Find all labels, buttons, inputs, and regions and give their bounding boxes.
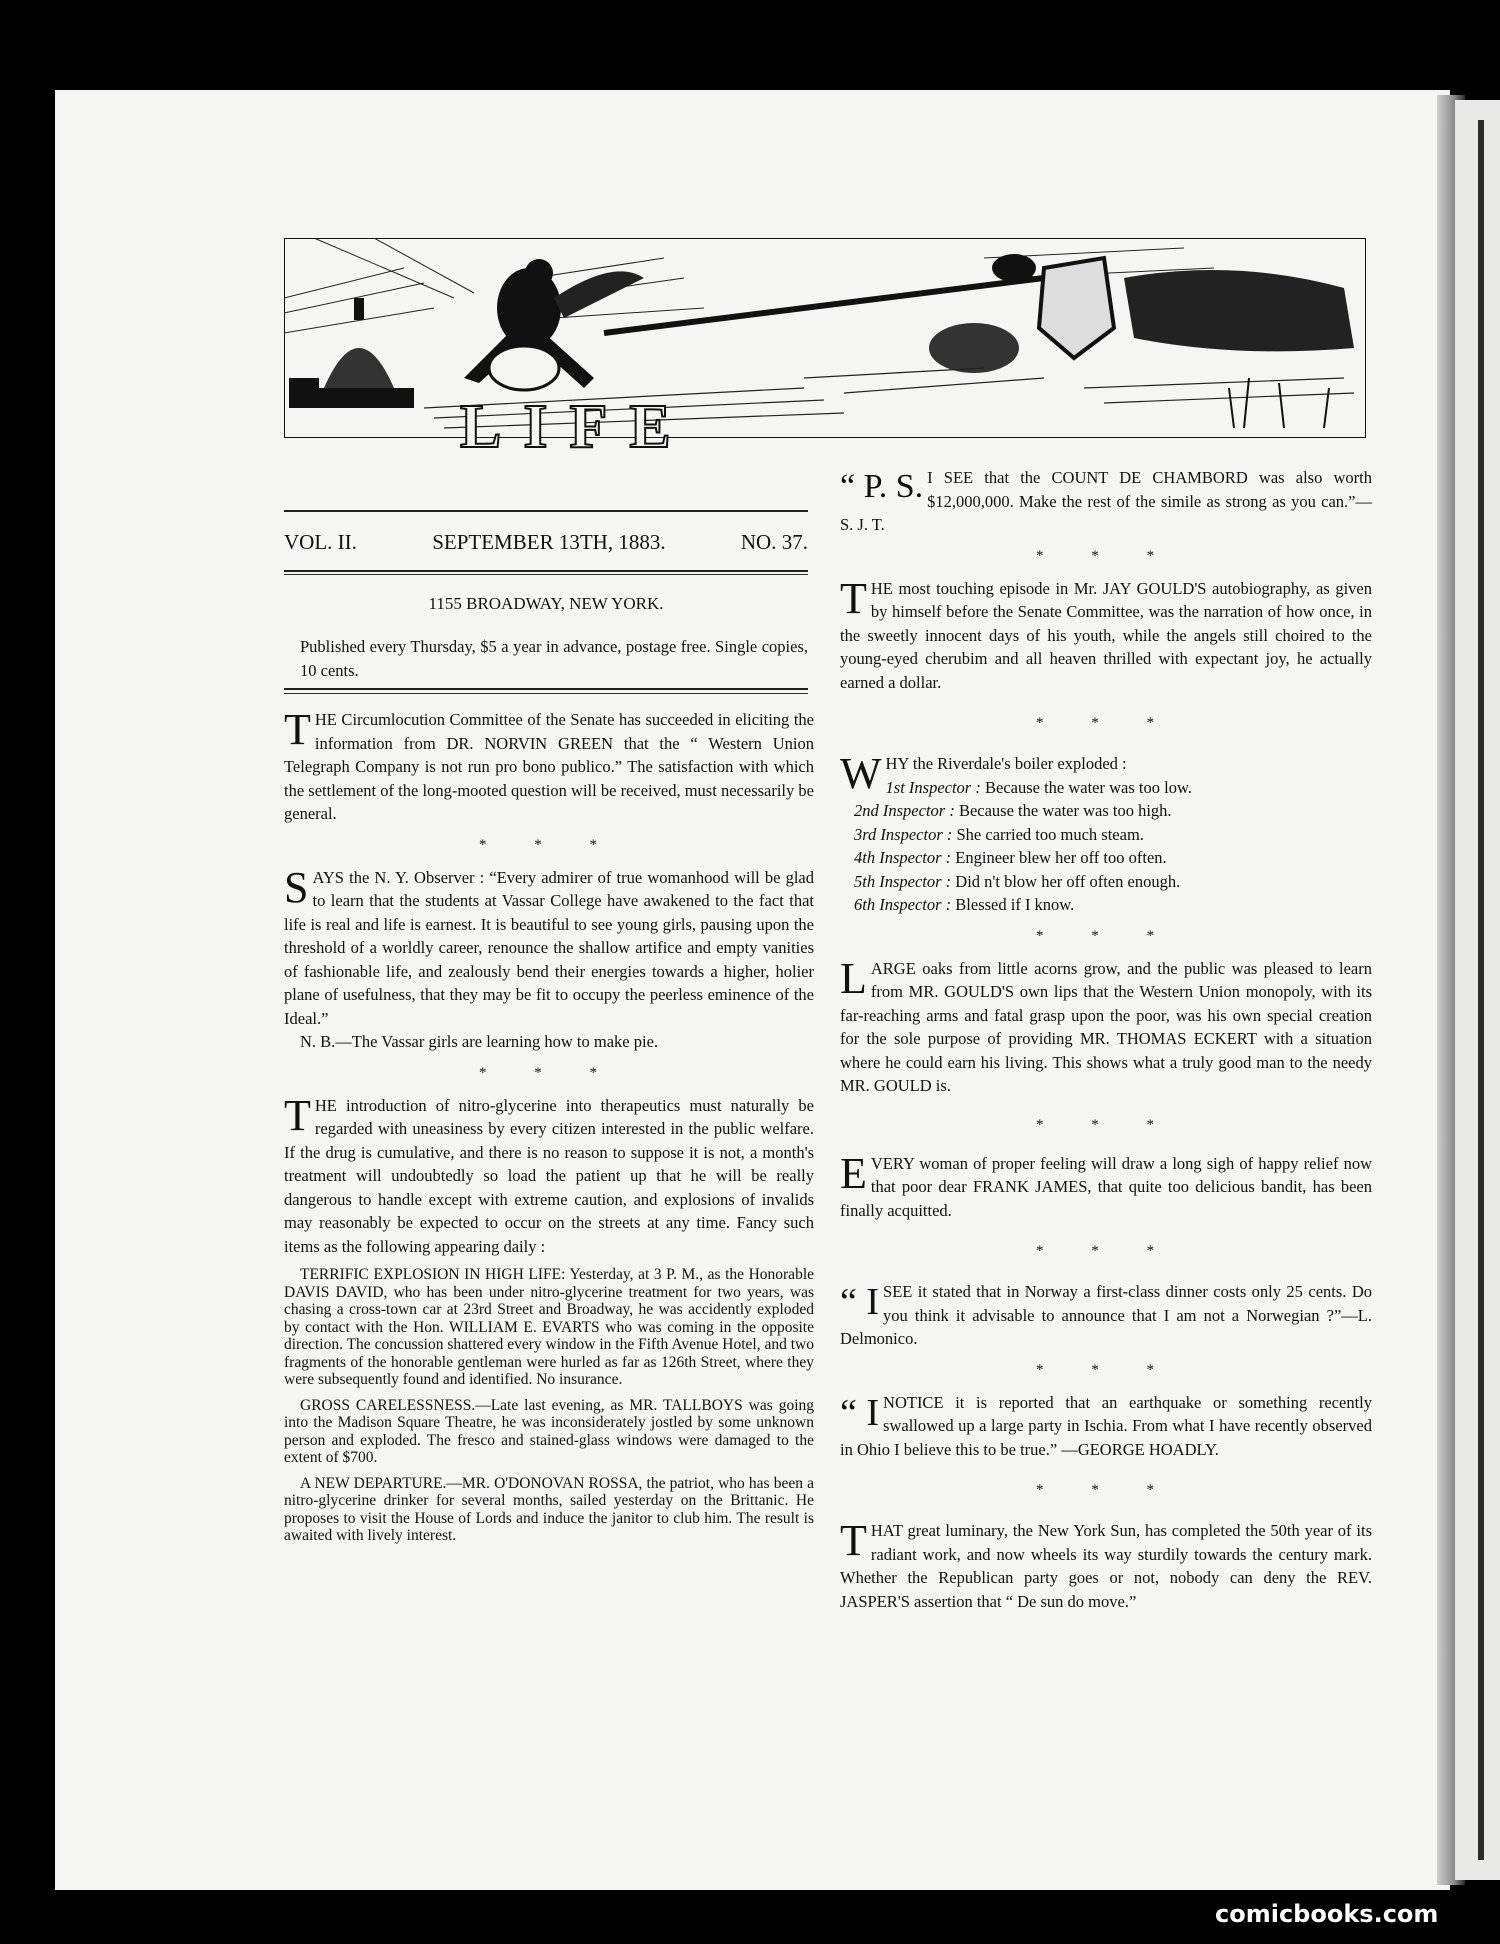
article-ps xyxy=(840,466,1372,537)
divider-rule xyxy=(284,688,808,690)
article-text: I SEE that the COUNT DE CHAMBORD was also worth $12,000,000. Make the rest of the simile as strong as you can.”—S. J. T. xyxy=(840,468,1372,534)
section-stars: * * * xyxy=(1036,927,1176,944)
section-stars: * * * xyxy=(1036,715,1176,731)
article-text: HE most touching episode in Mr. JAY GOULD'S autobiography, as given by himself before the Senate Committee, was the narration of how once, in the sweetly innocent days of his youth, while the angels still choired to the young-eyed cherubim and all heaven thrilled with expectant joy, he actually earned a dollar. xyxy=(840,578,1372,692)
volume-number: VOL. II. xyxy=(284,530,357,554)
inspector-list xyxy=(840,776,1372,917)
section-stars: * * * xyxy=(1036,1482,1176,1498)
drop-cap: T xyxy=(840,573,867,623)
drop-cap: L xyxy=(840,953,867,1003)
inspector-line: 6th Inspector : Blessed if I know. xyxy=(854,895,1075,914)
article-riverdale xyxy=(840,749,1372,917)
header-bottom-rule-2 xyxy=(284,574,808,575)
left-column xyxy=(284,705,814,1545)
drop-cap: S xyxy=(284,862,309,912)
inspector-line: 1st Inspector : Because the water was too low. xyxy=(885,777,1192,797)
section-stars: * * * xyxy=(1036,547,1176,564)
article-frank-james xyxy=(840,1148,1372,1223)
drop-cap: T xyxy=(840,1516,867,1565)
issue-number: NO. 37. xyxy=(740,530,808,554)
masthead-illustration xyxy=(284,238,1366,438)
article-text: HE Circumlocution Committee of the Senate has succeeded in eliciting the information from DR. NORVIN GREEN that the “ Western Union Telegraph Company is not run pro bono publico.” The satisfaction with which the settlement of the long-mooted question will be received, must necessarily be general. xyxy=(284,710,814,823)
header-bottom-rule xyxy=(284,570,808,572)
article-nitroglycerine xyxy=(284,1090,814,1259)
section-stars: * * * xyxy=(479,836,619,853)
publication-info: Published every Thursday, $5 a year in advance, postage free. Single copies, 10 cents. xyxy=(300,637,808,680)
article-delmonico xyxy=(840,1280,1372,1351)
divider-rule-2 xyxy=(284,693,808,694)
section-stars: * * * xyxy=(1036,1243,1176,1259)
drop-cap: T xyxy=(284,705,311,754)
article-large-oaks xyxy=(840,953,1372,1098)
article-text: AYS the N. Y. Observer : “Every admirer of true womanhood will be glad to learn that the students at Vassar College have awakened to the fact that life is real and life is earnest. It is beautiful to see young girls, pausing upon the threshold of a worldly career, renounce the shallow artifice and empty vanities of fashionable life, and zealously bend their energies towards a higher, holier plane of usefulness, that they may be fit to occupy the peerless eminence of the Ideal.” xyxy=(284,867,814,1028)
inspector-line: 3rd Inspector : She carried too much steam. xyxy=(854,824,1144,844)
section-stars: * * * xyxy=(479,1064,619,1081)
drop-cap: E xyxy=(840,1148,867,1198)
inspector-line: 4th Inspector : Engineer blew her off too often. xyxy=(854,848,1167,867)
drop-cap: “ I xyxy=(840,1391,880,1434)
inspector-line: 2nd Inspector : Because the water was too high. xyxy=(854,801,1172,820)
issue-date: SEPTEMBER 13TH, 1883. xyxy=(432,530,666,554)
article-text: ARGE oaks from little acorns grow, and the public was pleased to learn from MR. GOULD'S own lips that the Western Union monopoly, with its far-reaching arms and fatal grasp upon the poor, was his own special creation for the sole purpose of providing MR. THOMAS ECKERT with a situation where he could earn his living. This shows what a truly good man to the needy MR. GOULD is. xyxy=(840,958,1372,1095)
article-text: HY the Riverdale's boiler exploded : xyxy=(885,754,1127,773)
article-vassar xyxy=(284,862,814,1031)
item-gross-carelessness: GROSS CARELESSNESS.—Late last evening, as MR. TALLBOYS was going into the Madison Square Theatre, he was inconsiderately jostled by some unknown person and exploded. The fresco and stained-glass windows were damaged to the extent of $700. xyxy=(284,1396,814,1466)
article-text: VERY woman of proper feeling will draw a long sigh of happy relief now that poor dear FRANK JAMES, that quite too delicious bandit, has been finally acquitted. xyxy=(840,1153,1372,1220)
drop-cap: “ I xyxy=(840,1281,880,1323)
right-column xyxy=(840,466,1372,1613)
facing-page-border xyxy=(1478,120,1484,1860)
article-jay-gould xyxy=(840,573,1372,695)
masthead-title: LIFE xyxy=(460,393,693,461)
item-new-departure: A NEW DEPARTURE.—MR. O'DONOVAN ROSSA, the patriot, who has been a nitro-glycerine drinker for several months, sailed yesterday on the Brittanic. He proposes to visit the House of Lords and induce the janitor to club him. The result is awaited with lively interest. xyxy=(284,1474,814,1544)
article-new-york-sun xyxy=(840,1516,1372,1613)
article-hoadly xyxy=(840,1391,1372,1462)
article-senate-committee xyxy=(284,705,814,826)
site-watermark: comicbooks.com xyxy=(1215,1900,1439,1928)
header-top-rule xyxy=(284,510,808,512)
drop-cap: W xyxy=(840,749,882,798)
address: 1155 BROADWAY, NEW YORK. xyxy=(428,594,664,613)
section-stars: * * * xyxy=(1036,1116,1176,1133)
article-text: HAT great luminary, the New York Sun, has completed the 50th year of its radiant work, and now wheels its way sturdily towards the century mark. Whether the Republican party goes or not, nobody can deny the REV. JASPER'S assertion that “ De sun do move.” xyxy=(840,1521,1372,1611)
item-terrific-explosion: TERRIFIC EXPLOSION IN HIGH LIFE: Yesterday, at 3 P. M., as the Honorable DAVIS DAVID, who has been under nitro-glycerine treatment for two years, was chasing a cross-town car at 23rd Street and Broadway, he was accidently exploded by contact with the Hon. WILLIAM E. EVARTS who was coming in the opposite direction. The concussion shattered every window in the Fifth Avenue Hotel, and two fragments of the honorable gentleman were hurled as far as 126th Street, where they were subsequently found and identified. No insurance. xyxy=(284,1266,814,1388)
inspector-line: 5th Inspector : Did n't blow her off often enough. xyxy=(854,871,1181,891)
article-text: HE introduction of nitro-glycerine into therapeutics must naturally be regarded with uneasiness by every citizen interested in the public welfare. If the drug is cumulative, and there is no reason to suppose it is not, a month's treatment will undoubtedly so load the patient up that he will be really dangerous to handle except with extreme caution, and explosions of invalids may reasonably be expected to occur on the streets at any time. Fancy such items as the following appearing daily : xyxy=(284,1095,814,1256)
drop-cap: “ P. S. xyxy=(840,468,924,505)
article-vassar-note: N. B.—The Vassar girls are learning how to make pie. xyxy=(300,1032,659,1051)
article-text: NOTICE it is reported that an earthquake or something recently swallowed up a large party in Ischia. From what I have recently observed in Ohio I believe this to be true.” —GEORGE HOADLY. xyxy=(840,1392,1372,1459)
article-text: SEE it stated that in Norway a first-class dinner costs only 25 cents. Do you think it advisable to announce that I am not a Norwegian ?”—L. Delmonico. xyxy=(840,1282,1372,1348)
section-stars: * * * xyxy=(1036,1361,1176,1378)
volume-line xyxy=(284,528,808,556)
drop-cap: T xyxy=(284,1090,311,1140)
